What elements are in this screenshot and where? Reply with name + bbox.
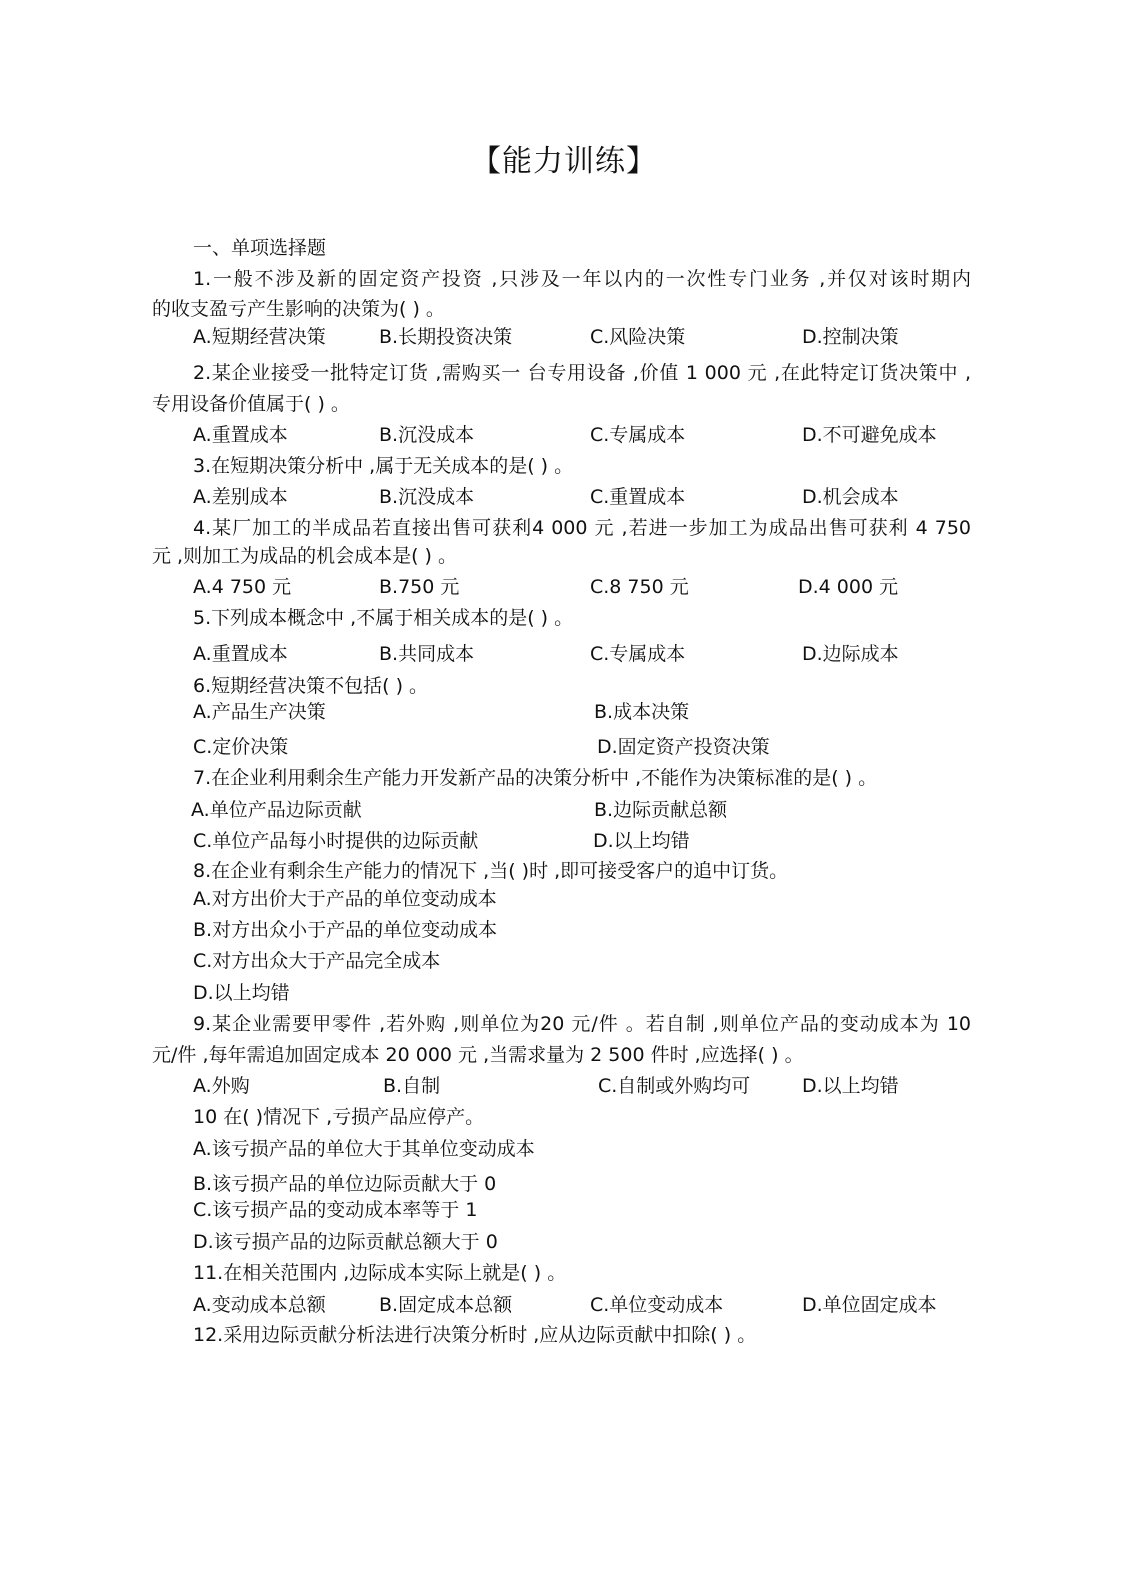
question-2-line-2: 专用设备价值属于( ) 。 bbox=[152, 393, 350, 415]
question-11-line-1: 11.在相关范围内 ,边际成本实际上就是( ) 。 bbox=[193, 1262, 567, 1284]
question-4-line-1: 4.某厂加工的半成品若直接出售可获利4 000 元 ,若进一步加工为成品出售可获利 4 750 bbox=[193, 517, 971, 539]
question-8-option-a: A.对方出价大于产品的单位变动成本 bbox=[193, 888, 497, 910]
question-6-option-c: C.定价决策 bbox=[193, 736, 289, 758]
question-8-line-1: 8.在企业有剩余生产能力的情况下 ,当( )时 ,即可接受客户的追中订货。 bbox=[193, 860, 789, 882]
question-5-option-a: A.重置成本 bbox=[193, 643, 288, 665]
question-9-option-c: C.自制或外购均可 bbox=[598, 1075, 751, 1097]
question-2-option-a: A.重置成本 bbox=[193, 424, 288, 446]
question-7-option-c: C.单位产品每小时提供的边际贡献 bbox=[193, 830, 479, 852]
question-3-option-a: A.差别成本 bbox=[193, 486, 288, 508]
question-10-option-c: C.该亏损产品的变动成本率等于 1 bbox=[193, 1199, 478, 1221]
question-10-option-b: B.该亏损产品的单位边际贡献大于 0 bbox=[193, 1173, 497, 1195]
question-10-option-a: A.该亏损产品的单位大于其单位变动成本 bbox=[193, 1138, 535, 1160]
page-title: 【能力训练】 bbox=[471, 144, 657, 179]
question-9-line-1: 9.某企业需要甲零件 ,若外购 ,则单位为20 元/件 。若自制 ,则单位产品的变动成本为 10 bbox=[193, 1013, 971, 1035]
question-1-option-b: B.长期投资决策 bbox=[379, 326, 513, 348]
question-1-option-c: C.风险决策 bbox=[590, 326, 686, 348]
question-4-option-b: B.750 元 bbox=[379, 576, 460, 598]
question-3-line-1: 3.在短期决策分析中 ,属于无关成本的是( ) 。 bbox=[193, 455, 574, 477]
question-12-line-1: 12.采用边际贡献分析法进行决策分析时 ,应从边际贡献中扣除( ) 。 bbox=[193, 1324, 757, 1346]
question-9-option-b: B.自制 bbox=[383, 1075, 441, 1097]
question-6-option-b: B.成本决策 bbox=[594, 701, 690, 723]
question-11-option-d: D.单位固定成本 bbox=[802, 1294, 937, 1316]
question-4-option-a: A.4 750 元 bbox=[193, 576, 292, 598]
question-3-option-c: C.重置成本 bbox=[590, 486, 686, 508]
question-1-line-1: 1.一般不涉及新的固定资产投资 ,只涉及一年以内的一次性专门业务 ,并仅对该时期内 bbox=[193, 268, 971, 290]
question-7-line-1: 7.在企业利用剩余生产能力开发新产品的决策分析中 ,不能作为决策标准的是( ) 。 bbox=[193, 767, 878, 789]
question-11-option-b: B.固定成本总额 bbox=[379, 1294, 513, 1316]
question-5-line-1: 5.下列成本概念中 ,不属于相关成本的是( ) 。 bbox=[193, 607, 574, 629]
question-2-option-d: D.不可避免成本 bbox=[802, 424, 937, 446]
question-7-option-a: A.单位产品边际贡献 bbox=[191, 799, 362, 821]
question-2-option-c: C.专属成本 bbox=[590, 424, 686, 446]
question-1-option-d: D.控制决策 bbox=[802, 326, 899, 348]
question-9-option-d: D.以上均错 bbox=[802, 1075, 899, 1097]
question-9-option-a: A.外购 bbox=[193, 1075, 250, 1097]
question-6-line-1: 6.短期经营决策不包括( ) 。 bbox=[193, 675, 429, 697]
section-heading: 一、单项选择题 bbox=[193, 237, 327, 259]
question-11-option-a: A.变动成本总额 bbox=[193, 1294, 326, 1316]
question-11-option-c: C.单位变动成本 bbox=[590, 1294, 724, 1316]
question-4-line-2: 元 ,则加工为成品的机会成本是( ) 。 bbox=[152, 545, 457, 567]
question-7-option-b: B.边际贡献总额 bbox=[594, 799, 728, 821]
question-2-line-1: 2.某企业接受一批特定订货 ,需购买一 台专用设备 ,价值 1 000 元 ,在此特定订货决策中 , bbox=[193, 362, 971, 384]
question-10-line-1: 10 在( )情况下 ,亏损产品应停产。 bbox=[193, 1106, 485, 1128]
question-6-option-d: D.固定资产投资决策 bbox=[597, 736, 770, 758]
question-8-option-c: C.对方出众大于产品完全成本 bbox=[193, 950, 441, 972]
question-4-option-d: D.4 000 元 bbox=[798, 576, 899, 598]
question-5-option-d: D.边际成本 bbox=[802, 643, 899, 665]
question-2-option-b: B.沉没成本 bbox=[379, 424, 475, 446]
question-1-option-a: A.短期经营决策 bbox=[193, 326, 326, 348]
question-1-line-2: 的收支盈亏产生影响的决策为( ) 。 bbox=[152, 298, 445, 320]
question-8-option-b: B.对方出众小于产品的单位变动成本 bbox=[193, 919, 498, 941]
question-6-option-a: A.产品生产决策 bbox=[193, 701, 326, 723]
question-5-option-b: B.共同成本 bbox=[379, 643, 475, 665]
question-7-option-d: D.以上均错 bbox=[593, 830, 690, 852]
question-3-option-b: B.沉没成本 bbox=[379, 486, 475, 508]
question-10-option-d: D.该亏损产品的边际贡献总额大于 0 bbox=[193, 1231, 498, 1253]
question-3-option-d: D.机会成本 bbox=[802, 486, 899, 508]
question-8-option-d: D.以上均错 bbox=[193, 982, 290, 1004]
question-5-option-c: C.专属成本 bbox=[590, 643, 686, 665]
question-4-option-c: C.8 750 元 bbox=[590, 576, 689, 598]
question-9-line-2: 元/件 ,每年需追加固定成本 20 000 元 ,当需求量为 2 500 件时 ,应选择( ) 。 bbox=[152, 1044, 804, 1066]
